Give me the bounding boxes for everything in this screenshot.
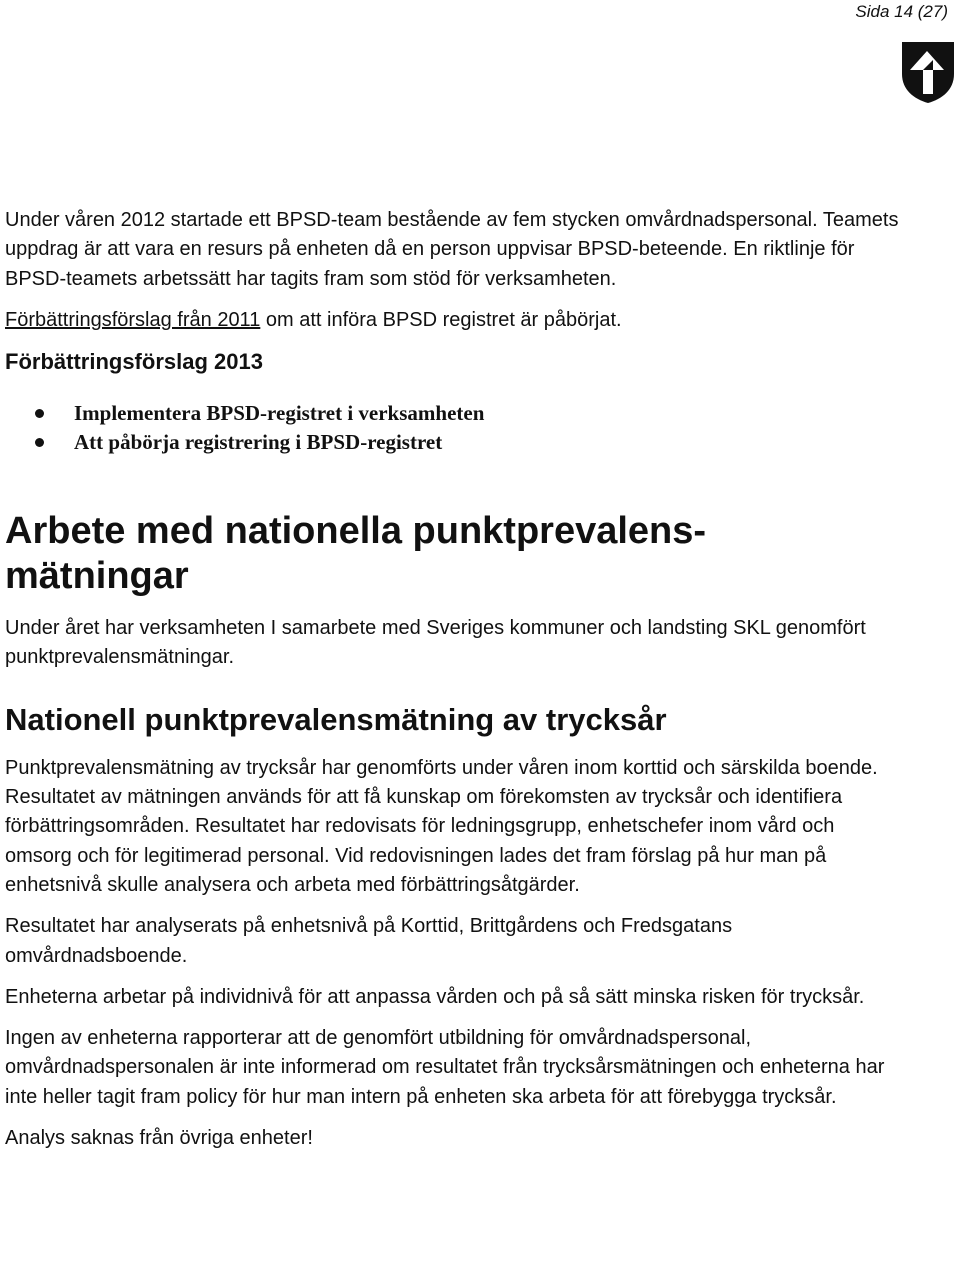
improvement-2011-rest: om att införa BPSD registret är påbörjat. bbox=[260, 308, 622, 331]
pressure-ulcer-paragraph: Enheterna arbetar på individnivå för att anpassa vården och på så sätt minska risken för trycksår. bbox=[5, 985, 865, 1008]
improvements-2013-list bbox=[5, 399, 905, 457]
pressure-ulcer-paragraph: Analys saknas från övriga enheter! bbox=[5, 1127, 313, 1150]
improvement-2011-link-text: Förbättringsförslag från 2011 bbox=[5, 308, 261, 331]
national-measurements-heading bbox=[5, 509, 905, 599]
national-measurements-heading-line1: Arbete med nationella punktprevalens- bbox=[5, 510, 707, 553]
pressure-ulcer-paragraph: Punktprevalensmätning av trycksår har genomförts under våren inom korttid och särskilda boende. Resultatet av mätningen används för att få kunskap om förekomsten av trycksår och identifiera förbättringsområden. Resultatet har redovisats för ledningsgrupp, enhetschefer inom vård och omsorg och för legitimerad personal. Vid redovisningen lades det fram förslag på hur man på enhetsnivå skulle analysera och arbeta med förbättringsåtgärder. bbox=[5, 756, 878, 896]
page-number: Sida 14 (27) bbox=[855, 2, 948, 21]
bullet-icon bbox=[35, 409, 44, 418]
pressure-ulcer-paragraph: Ingen av enheterna rapporterar att de genomfört utbildning för omvårdnadspersonal, omvårdnadspersonalen är inte informerad om resultatet från trycksårsmätningen och enheterna har inte heller tagit fram policy för hur man intern på enheten ska arbeta för att förebygga trycksår. bbox=[5, 1027, 885, 1108]
national-measurements-paragraph: Under året har verksamheten I samarbete med Sveriges kommuner och landsting SKL genomfört punktprevalensmätningar. bbox=[5, 617, 866, 669]
bullet-icon bbox=[35, 438, 44, 447]
list-item bbox=[5, 428, 905, 457]
list-item bbox=[5, 399, 905, 428]
list-item-text: Att påbörja registrering i BPSD-registret bbox=[74, 430, 443, 455]
municipal-crest-icon bbox=[900, 40, 956, 104]
pressure-ulcer-heading: Nationell punktprevalensmätning av trycksår bbox=[5, 701, 667, 737]
bpsd-team-paragraph: Under våren 2012 startade ett BPSD-team bestående av fem stycken omvårdnadspersonal. Teamets uppdrag är att vara en resurs på enheten då en person uppvisar BPSD-beteende. En riktlinje för BPSD-teamets arbetssätt har tagits fram som stöd för verksamheten. bbox=[5, 209, 899, 290]
document-body bbox=[5, 206, 905, 1153]
national-measurements-heading-line2: mätningar bbox=[5, 555, 189, 598]
list-item-text: Implementera BPSD-registret i verksamheten bbox=[74, 401, 485, 426]
pressure-ulcer-paragraph: Resultatet har analyserats på enhetsnivå på Korttid, Brittgårdens och Fredsgatans omvårdnadsboende. bbox=[5, 915, 733, 967]
improvement-2011-paragraph bbox=[5, 306, 905, 335]
improvements-2013-heading: Förbättringsförslag 2013 bbox=[5, 349, 263, 375]
